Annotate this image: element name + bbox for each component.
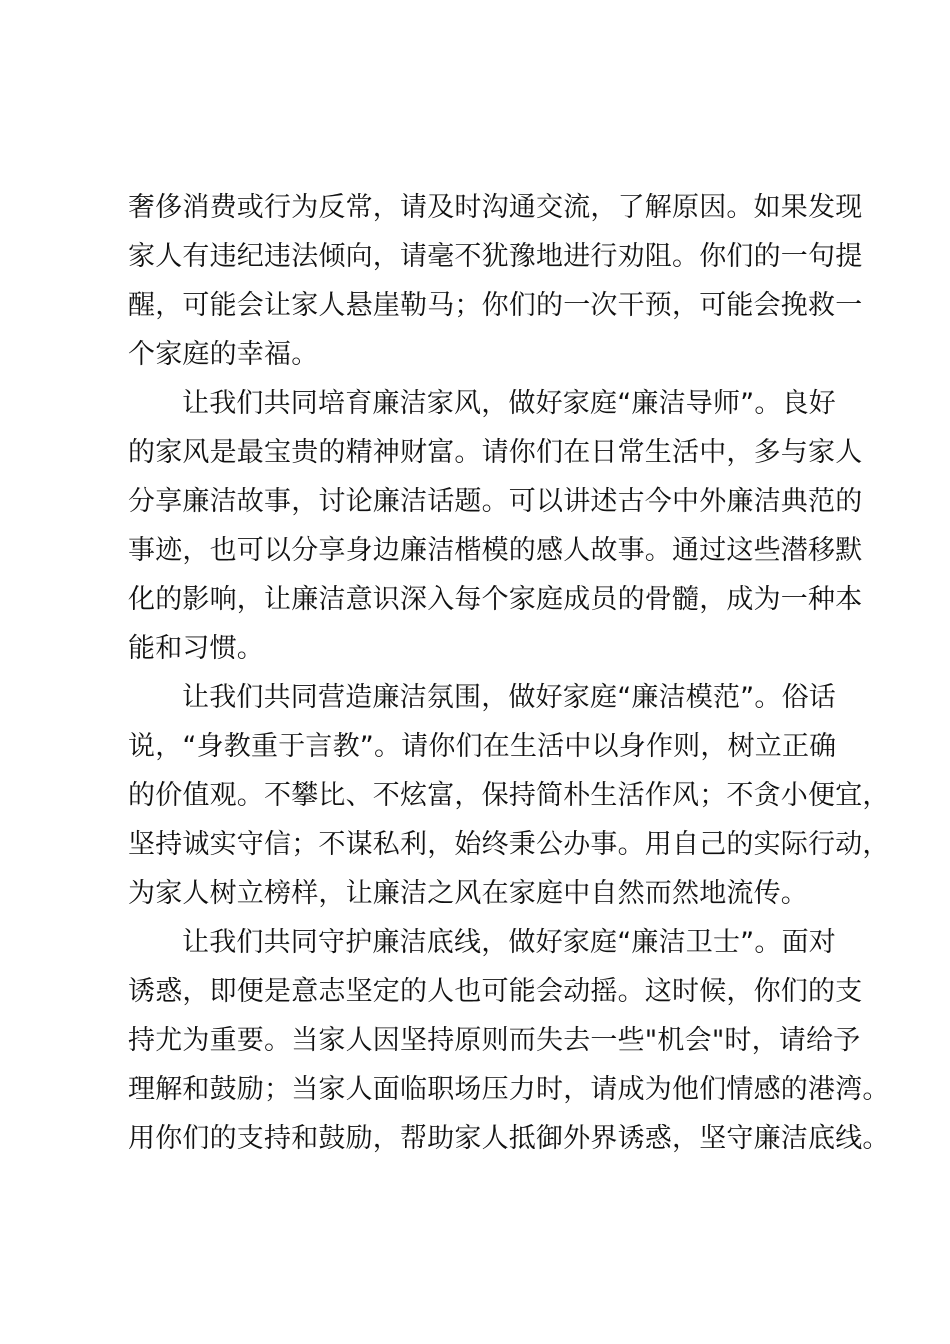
paragraph-1 bbox=[128, 183, 863, 379]
text-line: 的家风是最宝贵的精神财富。请你们在日常生活中，多与家人 bbox=[128, 437, 863, 468]
text-line: 说，“身教重于言教”。请你们在生活中以身作则，树立正确 bbox=[128, 731, 837, 762]
paragraph-3 bbox=[128, 673, 890, 918]
paragraph-4 bbox=[128, 918, 890, 1163]
text-line: 事迹，也可以分享身边廉洁楷模的感人故事。通过这些潜移默 bbox=[128, 535, 863, 566]
text-line: 个家庭的幸福。 bbox=[128, 339, 319, 370]
text-line: 为家人树立榜样，让廉洁之风在家庭中自然而然地流传。 bbox=[128, 878, 808, 909]
text-line: 持尤为重要。当家人因坚持原则而失去一些"机会"时，请给予 bbox=[128, 1025, 861, 1056]
text-line: 奢侈消费或行为反常，请及时沟通交流，了解原因。如果发现 bbox=[128, 192, 863, 223]
text-line-first: 让我们共同培育廉洁家风，做好家庭“廉洁导师”。良好 bbox=[182, 388, 836, 419]
text-line: 诱惑，即便是意志坚定的人也可能会动摇。这时候，你们的支 bbox=[128, 976, 863, 1007]
text-line-first: 让我们共同守护廉洁底线，做好家庭“廉洁卫士”。面对 bbox=[182, 927, 836, 958]
body-text bbox=[128, 183, 890, 1163]
text-line: 醒，可能会让家人悬崖勒马；你们的一次干预，可能会挽救一 bbox=[128, 290, 863, 321]
text-line: 家人有违纪违法倾向，请毫不犹豫地进行劝阻。你们的一句提 bbox=[128, 241, 863, 272]
text-line: 的价值观。不攀比、不炫富，保持简朴生活作风；不贪小便宜， bbox=[128, 780, 890, 811]
text-line: 用你们的支持和鼓励，帮助家人抵御外界诱惑，坚守廉洁底线。 bbox=[128, 1123, 890, 1154]
text-line: 化的影响，让廉洁意识深入每个家庭成员的骨髓，成为一种本 bbox=[128, 584, 863, 615]
text-line: 坚持诚实守信；不谋私利，始终秉公办事。用自己的实际行动， bbox=[128, 829, 890, 860]
text-line: 理解和鼓励；当家人面临职场压力时，请成为他们情感的港湾。 bbox=[128, 1074, 890, 1105]
text-line-first: 让我们共同营造廉洁氛围，做好家庭“廉洁模范”。俗话 bbox=[182, 682, 836, 713]
text-line: 分享廉洁故事，讨论廉洁话题。可以讲述古今中外廉洁典范的 bbox=[128, 486, 863, 517]
paragraph-2 bbox=[128, 379, 863, 673]
text-line: 能和习惯。 bbox=[128, 633, 264, 664]
